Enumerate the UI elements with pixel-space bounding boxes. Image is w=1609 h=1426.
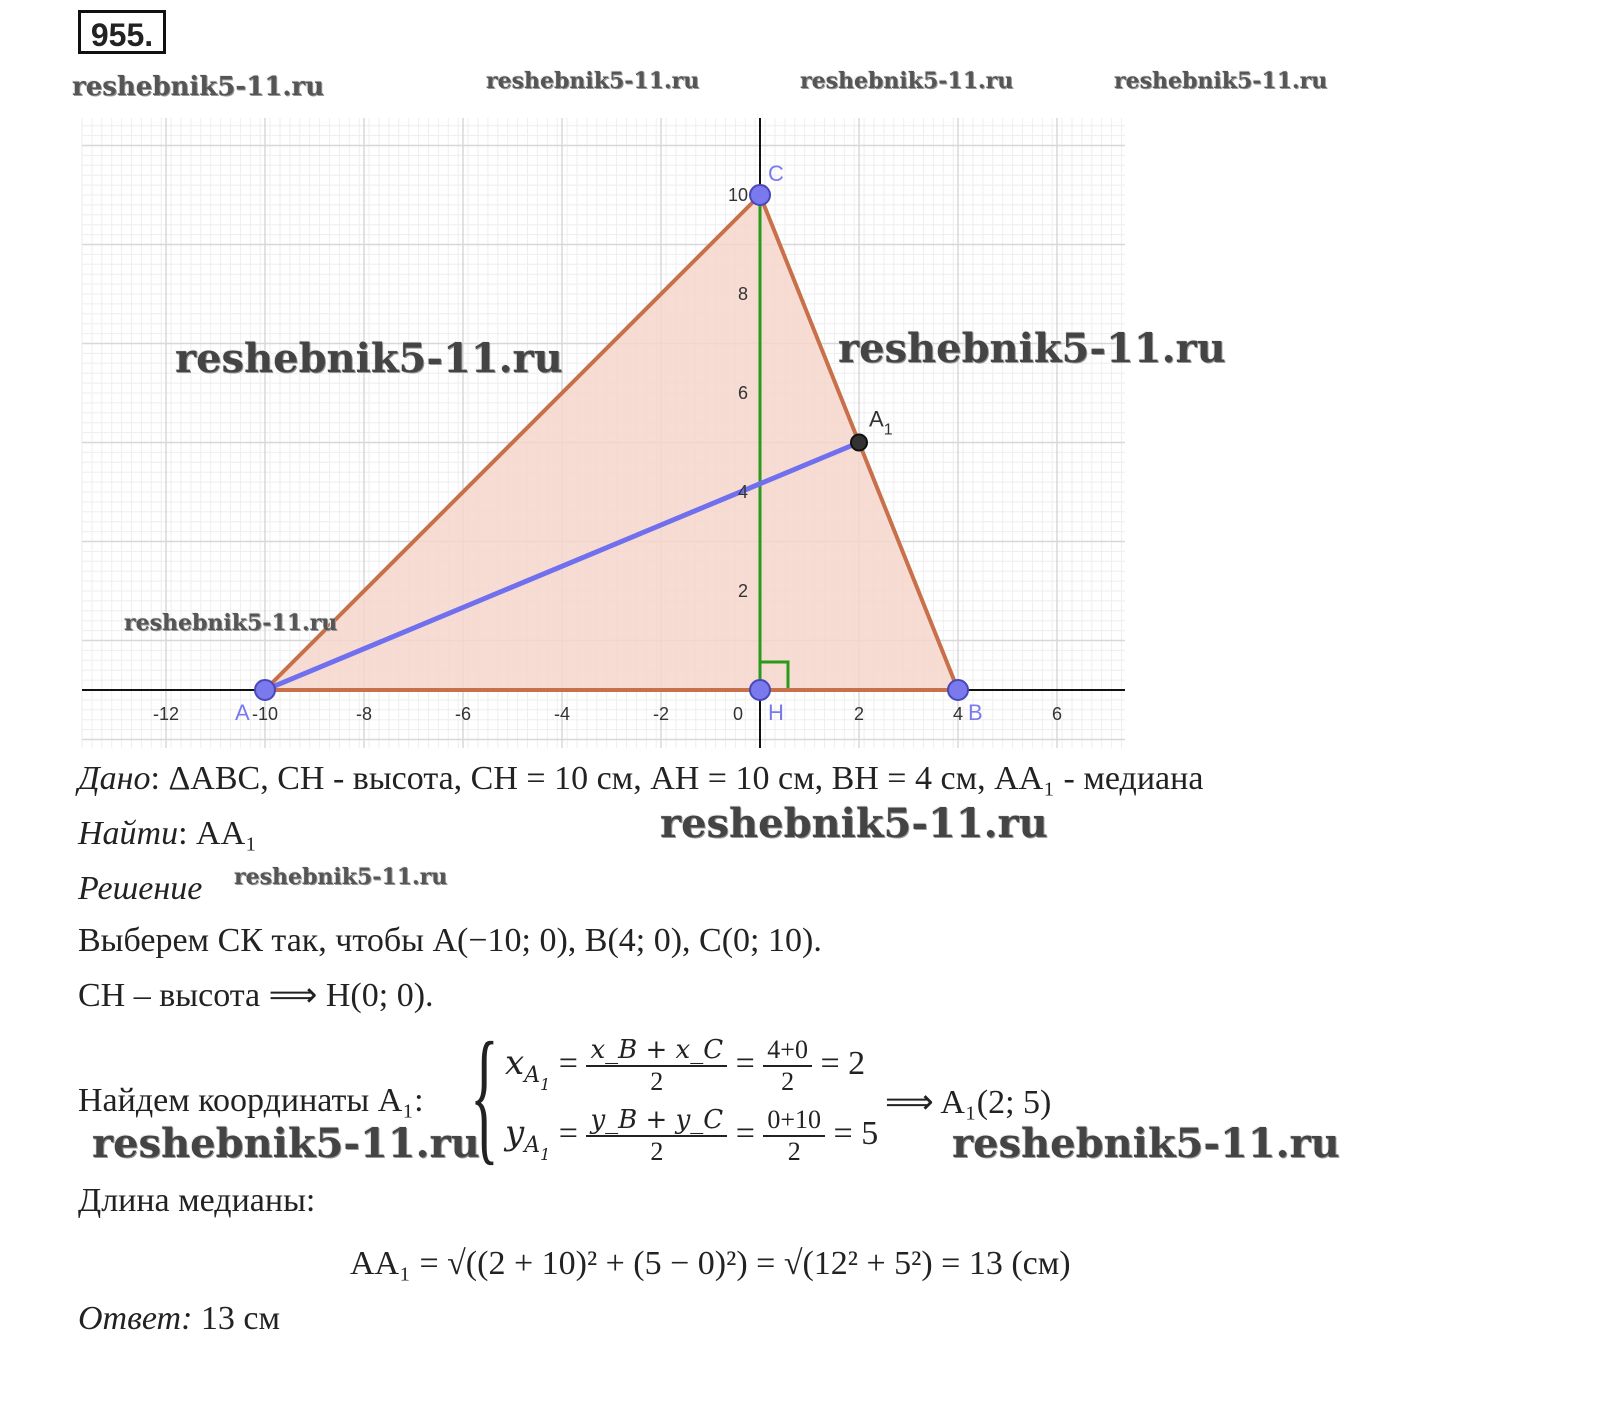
watermark: reshebnik5-11.ru [800,68,1014,94]
frac-den: 2 [787,1137,801,1166]
frac-num: x_B + x_C [586,1035,727,1067]
answer-line [78,1300,280,1338]
watermark: reshebnik5-11.ru [175,335,563,382]
system-x: $x_{A_1}$ = $\frac{x\_B + x\_C}{2}$ = $\frac{4+0}{2}$ = 2 [505,1035,866,1096]
x-tick-label: 2 [853,704,865,724]
watermark: reshebnik5-11.ru [1114,68,1328,94]
frac-x-2 [763,1035,812,1097]
x-tick-label: -6 [454,704,472,724]
x-tick-label: 0 [732,704,744,724]
y-tick-label: 6 [737,383,748,403]
answer-label: Ответ: [78,1300,193,1337]
system-y: $y_{A_1}$ = $\frac{y\_B + y\_C}{2}$ = $\frac{0+10}{2}$ = 5 [505,1105,879,1166]
watermark: reshebnik5-11.ru [952,1120,1340,1167]
y-tick-label: 10 [727,185,748,205]
watermark: reshebnik5-11.ru [486,68,700,94]
y-tick-label: 4 [737,482,748,502]
x-tick-label: -12 [152,704,180,724]
task-number: 955. [78,10,166,54]
point-label-a: A [235,700,250,725]
x-tick-label: -8 [355,704,373,724]
frac-den: 2 [650,1067,664,1096]
frac-den: 2 [781,1067,795,1096]
given-line [78,760,1203,798]
frac-num: y_B + y_C [586,1105,727,1137]
median-label: Длина медианы: [78,1182,316,1219]
frac-y-1 [586,1105,727,1167]
step-1: Выберем СК так, чтобы A(−10; 0), B(4; 0), C(0; 10). [78,922,822,959]
given-label: Дано [78,760,151,797]
find-label: Найти [78,815,179,852]
watermark: reshebnik5-11.ru [72,72,325,102]
watermark: reshebnik5-11.ru [234,864,448,890]
step-2: CH – высота ⟹ H(0; 0). [78,977,434,1014]
point-h [750,680,770,700]
system-brace: { [470,1012,499,1178]
coords-label: Найдем координаты A₁: [78,1082,424,1119]
x-tick-label: -2 [652,704,670,724]
find-text: : AA₁ [178,815,258,852]
sys-y-result: = 5 [833,1114,879,1152]
system-result: ⟹ A₁(2; 5) [885,1084,1052,1121]
x-tick-label: 6 [1051,704,1063,724]
watermark: reshebnik5-11.ru [838,325,1226,372]
frac-y-2 [763,1105,825,1167]
median-formula: AA₁ = √((2 + 10)² + (5 − 0)²) = √(12² + 5²) = 13 (см) [350,1245,1071,1282]
find-line [78,815,257,853]
x-tick-label: -4 [553,704,571,724]
x-tick-label: 4 [952,704,964,724]
watermark: reshebnik5-11.ru [660,800,1048,847]
frac-x-1 [586,1035,727,1097]
answer-value: 13 см [200,1300,280,1337]
point-label-h: H [768,700,784,725]
point-label-b: B [968,700,983,725]
frac-num: 4+0 [763,1035,812,1067]
point-a [255,680,275,700]
point-c [750,185,770,205]
sys-x-result: = 2 [820,1044,866,1082]
solution-label: Решение [78,870,203,907]
point-b [948,680,968,700]
point-label-a1: $A_1$ [869,406,893,439]
y-tick-label: 8 [737,284,748,304]
x-tick-label: -10 [251,704,279,724]
frac-den: 2 [650,1137,664,1166]
point-a1 [851,435,867,451]
point-label-c: C [768,161,784,186]
y-tick-label: 2 [737,581,748,601]
given-text: : ΔABC, CH - высота, CH = 10 см, AH = 10 см, BH = 4 см, AA₁ - медиана [150,760,1204,797]
watermark: reshebnik5-11.ru [124,610,338,636]
watermark: reshebnik5-11.ru [92,1120,480,1167]
frac-num: 0+10 [763,1105,825,1137]
